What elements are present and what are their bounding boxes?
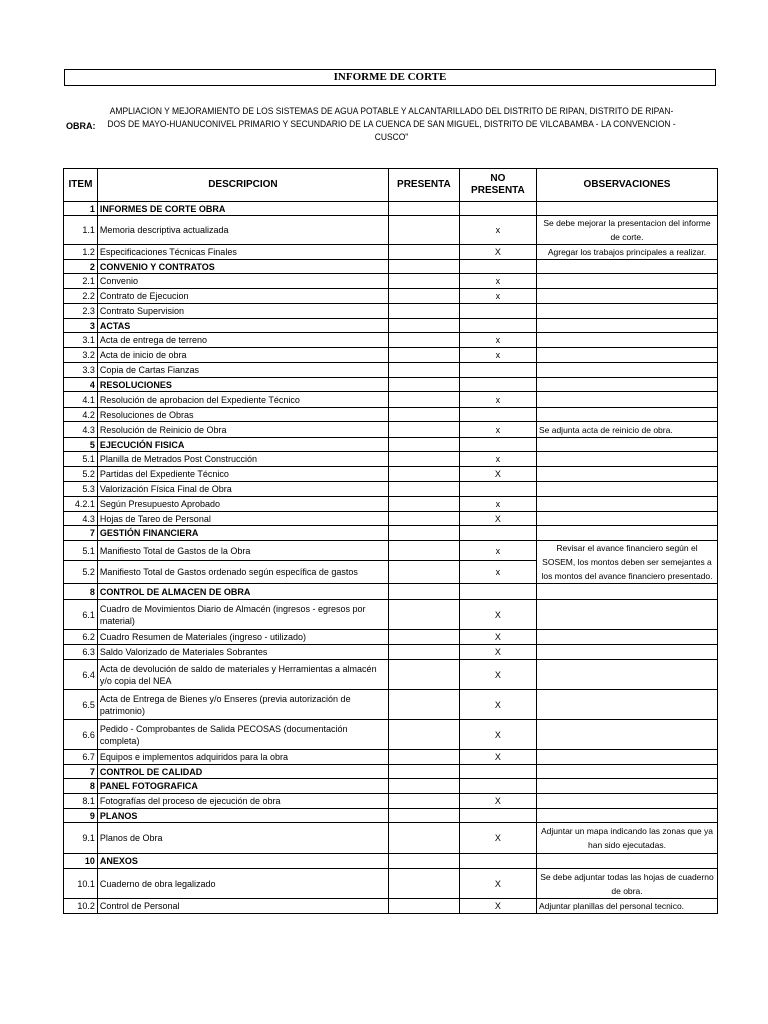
cell-presenta	[388, 765, 459, 779]
cell-presenta	[388, 289, 459, 304]
table-row	[64, 823, 718, 854]
cell-item: 5.1	[64, 452, 98, 467]
table-row	[64, 645, 718, 660]
cell-descripcion: Planos de Obra	[97, 823, 388, 854]
cell-descripcion: Acta de inicio de obra	[97, 348, 388, 363]
cell-observaciones	[536, 660, 717, 690]
table-row	[64, 216, 718, 245]
cell-no-presenta: X	[459, 660, 536, 690]
cell-presenta	[388, 561, 459, 584]
cell-item: 3.2	[64, 348, 98, 363]
cell-item: 5	[64, 438, 98, 452]
cell-no-presenta: x	[459, 497, 536, 512]
cell-no-presenta: X	[459, 245, 536, 260]
cell-presenta	[388, 809, 459, 823]
cell-presenta	[388, 422, 459, 438]
table-row	[64, 750, 718, 765]
cell-item: 9	[64, 809, 98, 823]
cell-descripcion: Cuaderno de obra legalizado	[97, 869, 388, 899]
cell-descripcion: Copia de Cartas Fianzas	[97, 363, 388, 378]
cell-presenta	[388, 202, 459, 216]
cell-descripcion: Partidas del Expediente Técnico	[97, 467, 388, 482]
cell-presenta	[388, 720, 459, 750]
cell-observaciones	[536, 690, 717, 720]
cell-no-presenta: X	[459, 690, 536, 720]
cell-descripcion: Manifiesto Total de Gastos ordenado según específica de gastos	[97, 561, 388, 584]
table-section-row	[64, 202, 718, 216]
cell-item: 6.4	[64, 660, 98, 690]
cell-observaciones	[536, 750, 717, 765]
cell-item: 6.5	[64, 690, 98, 720]
cell-presenta	[388, 438, 459, 452]
table-row	[64, 899, 718, 914]
cell-item: 4	[64, 378, 98, 392]
table-header-row	[64, 169, 718, 202]
cell-descripcion: Cuadro Resumen de Materiales (ingreso - utilizado)	[97, 630, 388, 645]
cell-presenta	[388, 779, 459, 794]
cell-descripcion: PANEL FOTOGRAFICA	[97, 779, 388, 794]
cell-descripcion: PLANOS	[97, 809, 388, 823]
table-section-row	[64, 378, 718, 392]
cell-observaciones	[536, 363, 717, 378]
cell-item: 8.1	[64, 794, 98, 809]
cell-descripcion: Saldo Valorizado de Materiales Sobrantes	[97, 645, 388, 660]
cell-no-presenta	[459, 378, 536, 392]
table-section-row	[64, 584, 718, 600]
cell-descripcion: Memoria descriptiva actualizada	[97, 216, 388, 245]
cell-no-presenta: x	[459, 333, 536, 348]
table-body	[64, 202, 718, 914]
cell-item: 7	[64, 526, 98, 541]
table-row	[64, 630, 718, 645]
cell-presenta	[388, 304, 459, 319]
cell-no-presenta	[459, 304, 536, 319]
cell-item: 6.2	[64, 630, 98, 645]
cell-no-presenta: x	[459, 452, 536, 467]
cell-item: 6.6	[64, 720, 98, 750]
table-row	[64, 497, 718, 512]
cell-descripcion: Acta de Entrega de Bienes y/o Enseres (previa autorización de patrimonio)	[97, 690, 388, 720]
cell-no-presenta: X	[459, 645, 536, 660]
cell-item: 2.1	[64, 274, 98, 289]
cell-no-presenta: X	[459, 467, 536, 482]
table-row	[64, 467, 718, 482]
cell-descripcion: Contrato de Ejecucion	[97, 289, 388, 304]
table-section-row	[64, 779, 718, 794]
cell-presenta	[388, 854, 459, 869]
cell-observaciones	[536, 482, 717, 497]
cell-observaciones	[536, 584, 717, 600]
table-row	[64, 869, 718, 899]
cell-presenta	[388, 319, 459, 333]
table-section-row	[64, 854, 718, 869]
cell-descripcion: Planilla de Metrados Post Construcción	[97, 452, 388, 467]
cell-item: 3.3	[64, 363, 98, 378]
table-row	[64, 660, 718, 690]
header-descripcion: DESCRIPCION	[97, 169, 388, 202]
cell-item: 4.1	[64, 392, 98, 408]
cell-presenta	[388, 823, 459, 854]
cell-presenta	[388, 333, 459, 348]
table-section-row	[64, 260, 718, 274]
cell-observaciones	[536, 720, 717, 750]
cell-item: 3.1	[64, 333, 98, 348]
cell-observaciones	[536, 408, 717, 422]
cell-observaciones	[536, 452, 717, 467]
cell-descripcion: CONTROL DE CALIDAD	[97, 765, 388, 779]
cell-no-presenta: X	[459, 512, 536, 526]
cell-descripcion: Convenio	[97, 274, 388, 289]
cell-observaciones	[536, 467, 717, 482]
cell-descripcion: Según Presupuesto Aprobado	[97, 497, 388, 512]
table-row	[64, 482, 718, 497]
cell-item: 4.3	[64, 422, 98, 438]
table-row	[64, 720, 718, 750]
table-row	[64, 408, 718, 422]
table-row	[64, 274, 718, 289]
cell-presenta	[388, 363, 459, 378]
cell-no-presenta: x	[459, 216, 536, 245]
cell-presenta	[388, 497, 459, 512]
cell-presenta	[388, 274, 459, 289]
table-row	[64, 541, 718, 561]
cell-item: 6.7	[64, 750, 98, 765]
cell-no-presenta: X	[459, 794, 536, 809]
cell-presenta	[388, 750, 459, 765]
cell-no-presenta: x	[459, 541, 536, 561]
cell-item: 2.3	[64, 304, 98, 319]
cell-descripcion: ACTAS	[97, 319, 388, 333]
cell-item: 5.2	[64, 561, 98, 584]
cell-presenta	[388, 378, 459, 392]
cell-presenta	[388, 245, 459, 260]
cell-no-presenta	[459, 482, 536, 497]
cell-no-presenta	[459, 765, 536, 779]
cell-descripcion: CONTROL DE ALMACEN DE OBRA	[97, 584, 388, 600]
cell-observaciones: Se debe adjuntar todas las hojas de cuaderno de obra.	[536, 869, 717, 899]
cell-observaciones	[536, 304, 717, 319]
cell-no-presenta	[459, 408, 536, 422]
cell-item: 6.1	[64, 600, 98, 630]
cell-no-presenta: X	[459, 899, 536, 914]
cell-item: 4.2	[64, 408, 98, 422]
cell-observaciones	[536, 765, 717, 779]
cell-descripcion: Acta de devolución de saldo de materiales y Herramientas a almacén y/o copia del NEA	[97, 660, 388, 690]
table-row	[64, 333, 718, 348]
cell-no-presenta	[459, 438, 536, 452]
cell-no-presenta: X	[459, 750, 536, 765]
cell-item: 5.2	[64, 467, 98, 482]
table-row	[64, 348, 718, 363]
table-section-row	[64, 438, 718, 452]
cell-item: 3	[64, 319, 98, 333]
cell-no-presenta	[459, 363, 536, 378]
cell-item: 1	[64, 202, 98, 216]
cell-item: 8	[64, 779, 98, 794]
cell-descripcion: Manifiesto Total de Gastos de la Obra	[97, 541, 388, 561]
cell-no-presenta: x	[459, 392, 536, 408]
cell-observaciones	[536, 497, 717, 512]
cell-presenta	[388, 452, 459, 467]
cell-item: 5.1	[64, 541, 98, 561]
header-no-presenta-line2: PRESENTA	[471, 185, 525, 196]
obra-description	[102, 105, 681, 144]
cell-item: 10	[64, 854, 98, 869]
table-row	[64, 794, 718, 809]
report-table	[63, 168, 718, 914]
cell-presenta	[388, 794, 459, 809]
cell-item: 6.3	[64, 645, 98, 660]
cell-observaciones	[536, 645, 717, 660]
cell-no-presenta: x	[459, 289, 536, 304]
obra-line-3: CUSCO"	[374, 132, 409, 142]
header-observaciones: OBSERVACIONES	[536, 169, 717, 202]
cell-no-presenta: x	[459, 422, 536, 438]
cell-no-presenta	[459, 809, 536, 823]
cell-descripcion: Resolución de Reinicio de Obra	[97, 422, 388, 438]
cell-no-presenta: x	[459, 348, 536, 363]
cell-presenta	[388, 512, 459, 526]
cell-presenta	[388, 526, 459, 541]
header-no-presenta-line1: NO	[490, 173, 506, 184]
cell-presenta	[388, 630, 459, 645]
cell-item: 2	[64, 260, 98, 274]
table-row	[64, 363, 718, 378]
cell-descripcion: Fotografías del proceso de ejecución de obra	[97, 794, 388, 809]
table-row	[64, 600, 718, 630]
cell-item: 2.2	[64, 289, 98, 304]
cell-descripcion: Valorización Física Final de Obra	[97, 482, 388, 497]
cell-presenta	[388, 467, 459, 482]
cell-descripcion: Cuadro de Movimientos Diario de Almacén (ingresos - egresos por material)	[97, 600, 388, 630]
cell-descripcion: Pedido - Comprobantes de Salida PECOSAS (documentación completa)	[97, 720, 388, 750]
table-section-row	[64, 319, 718, 333]
cell-presenta	[388, 660, 459, 690]
cell-observaciones: Adjuntar un mapa indicando las zonas que ya han sido ejecutadas.	[536, 823, 717, 854]
cell-no-presenta: x	[459, 561, 536, 584]
table-row	[64, 289, 718, 304]
cell-observaciones: Adjuntar planillas del personal tecnico.	[536, 899, 717, 914]
cell-item: 10.2	[64, 899, 98, 914]
cell-no-presenta: X	[459, 600, 536, 630]
cell-no-presenta	[459, 584, 536, 600]
cell-descripcion: Hojas de Tareo de Personal	[97, 512, 388, 526]
cell-no-presenta: X	[459, 869, 536, 899]
cell-presenta	[388, 408, 459, 422]
cell-descripcion: Resolución de aprobacion del Expediente Técnico	[97, 392, 388, 408]
cell-no-presenta	[459, 319, 536, 333]
table-row	[64, 452, 718, 467]
cell-descripcion: Control de Personal	[97, 899, 388, 914]
cell-presenta	[388, 584, 459, 600]
cell-descripcion: Equipos e implementos adquiridos para la obra	[97, 750, 388, 765]
cell-observaciones	[536, 630, 717, 645]
header-item: ITEM	[64, 169, 98, 202]
cell-observaciones: Se debe mejorar la presentacion del informe de corte.	[536, 216, 717, 245]
cell-observaciones	[536, 274, 717, 289]
cell-presenta	[388, 392, 459, 408]
cell-observaciones	[536, 600, 717, 630]
cell-item: 7	[64, 765, 98, 779]
cell-descripcion: RESOLUCIONES	[97, 378, 388, 392]
cell-observaciones	[536, 438, 717, 452]
cell-item: 1.2	[64, 245, 98, 260]
cell-presenta	[388, 690, 459, 720]
table-row	[64, 392, 718, 408]
cell-descripcion: EJECUCIÓN FISICA	[97, 438, 388, 452]
cell-observaciones-gestion: Revisar el avance financiero según el SOSEM, los montos deben ser semejantes a los montos del avance financiero presentado.	[536, 541, 717, 584]
cell-descripcion: Especificaciones Técnicas Finales	[97, 245, 388, 260]
cell-observaciones	[536, 348, 717, 363]
cell-observaciones: Agregar los trabajos principales a realizar.	[536, 245, 717, 260]
header-presenta: PRESENTA	[388, 169, 459, 202]
cell-descripcion: GESTIÓN FINANCIERA	[97, 526, 388, 541]
cell-presenta	[388, 600, 459, 630]
cell-observaciones	[536, 392, 717, 408]
cell-descripcion: INFORMES DE CORTE OBRA	[97, 202, 388, 216]
cell-descripcion: Contrato Supervision	[97, 304, 388, 319]
cell-no-presenta	[459, 854, 536, 869]
cell-descripcion: Acta de entrega de terreno	[97, 333, 388, 348]
cell-no-presenta: X	[459, 630, 536, 645]
cell-presenta	[388, 260, 459, 274]
cell-observaciones	[536, 779, 717, 794]
cell-no-presenta: X	[459, 823, 536, 854]
table-row	[64, 245, 718, 260]
cell-observaciones	[536, 526, 717, 541]
cell-presenta	[388, 541, 459, 561]
cell-observaciones	[536, 333, 717, 348]
cell-no-presenta	[459, 202, 536, 216]
cell-observaciones	[536, 794, 717, 809]
cell-item: 1.1	[64, 216, 98, 245]
cell-item: 4.2.1	[64, 497, 98, 512]
cell-presenta	[388, 899, 459, 914]
cell-item: 10.1	[64, 869, 98, 899]
cell-observaciones	[536, 512, 717, 526]
obra-label: OBRA:	[66, 121, 96, 131]
table-row	[64, 422, 718, 438]
cell-no-presenta	[459, 526, 536, 541]
cell-observaciones	[536, 809, 717, 823]
cell-descripcion: ANEXOS	[97, 854, 388, 869]
cell-observaciones	[536, 202, 717, 216]
cell-observaciones	[536, 319, 717, 333]
table-section-row	[64, 526, 718, 541]
document-title: INFORME DE CORTE	[64, 69, 716, 86]
table-section-row	[64, 765, 718, 779]
cell-no-presenta: x	[459, 274, 536, 289]
table-row	[64, 690, 718, 720]
cell-presenta	[388, 348, 459, 363]
cell-descripcion: CONVENIO Y CONTRATOS	[97, 260, 388, 274]
cell-no-presenta	[459, 260, 536, 274]
obra-line-2: DOS DE MAYO-HUANUCONIVEL PRIMARIO Y SECUNDARIO DE LA CUENCA DE SAN MIGUEL, DISTRITO DE VILCABAMBA - LA CONVENCION -	[107, 119, 676, 129]
cell-observaciones	[536, 854, 717, 869]
cell-presenta	[388, 482, 459, 497]
cell-observaciones: Se adjunta acta de reinicio de obra.	[536, 422, 717, 438]
table-row	[64, 512, 718, 526]
table-section-row	[64, 809, 718, 823]
cell-descripcion: Resoluciones de Obras	[97, 408, 388, 422]
cell-presenta	[388, 216, 459, 245]
table-row	[64, 304, 718, 319]
cell-observaciones	[536, 289, 717, 304]
cell-no-presenta: X	[459, 720, 536, 750]
cell-presenta	[388, 869, 459, 899]
cell-item: 9.1	[64, 823, 98, 854]
obra-line-1: AMPLIACION Y MEJORAMIENTO DE LOS SISTEMAS DE AGUA POTABLE Y ALCANTARILLADO DEL DISTRITO DE RIPAN, DISTRITO DE RIPAN-	[109, 106, 674, 116]
cell-observaciones	[536, 378, 717, 392]
cell-item: 8	[64, 584, 98, 600]
cell-no-presenta	[459, 779, 536, 794]
cell-item: 5.3	[64, 482, 98, 497]
cell-observaciones	[536, 260, 717, 274]
cell-item: 4.3	[64, 512, 98, 526]
header-no-presenta	[459, 169, 536, 202]
cell-presenta	[388, 645, 459, 660]
